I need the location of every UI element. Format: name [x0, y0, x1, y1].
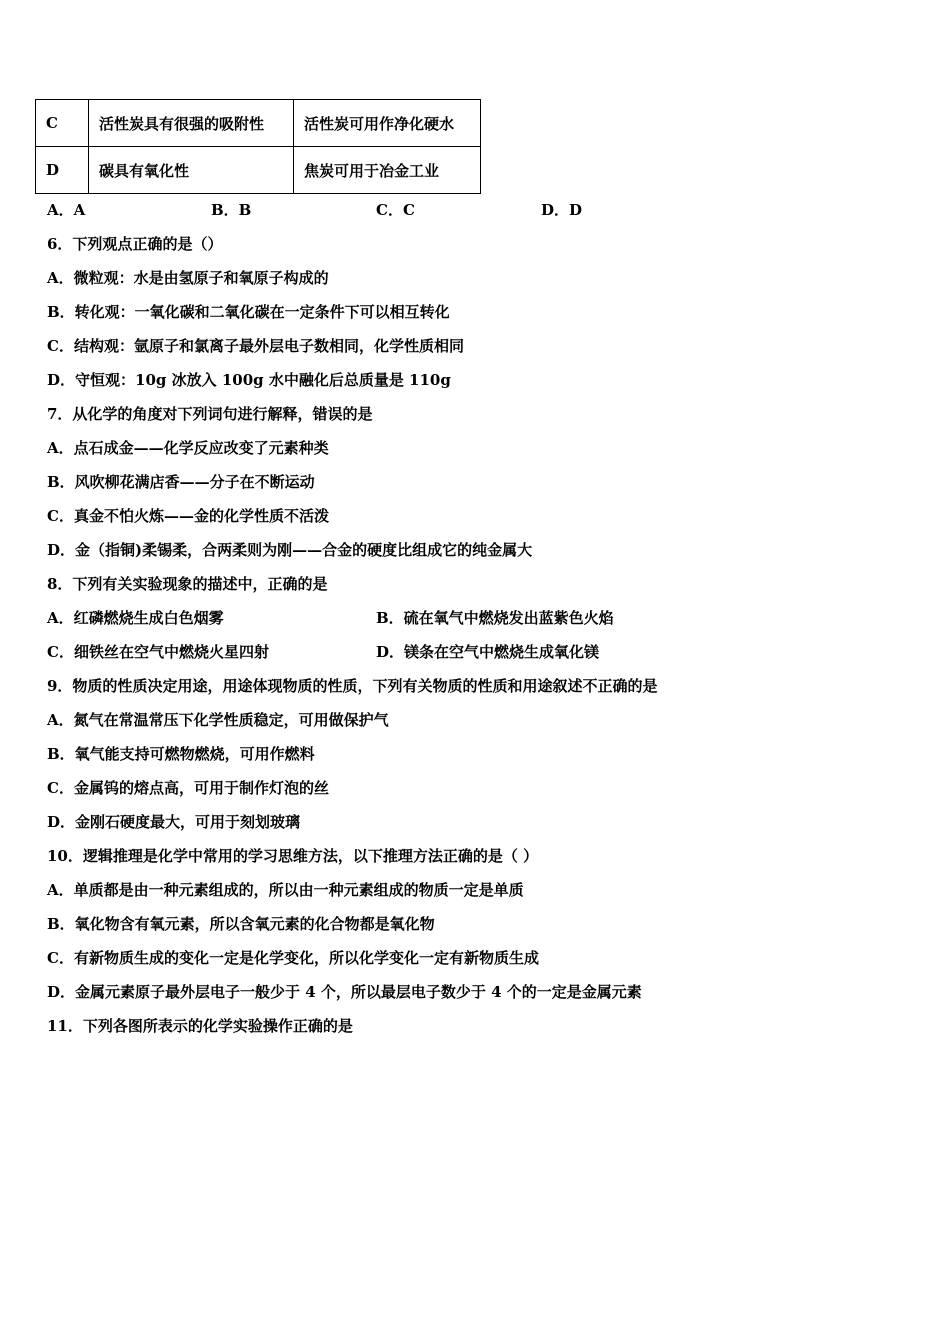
row-label: C [36, 100, 89, 147]
option-d: D．金（指铜)柔锡柔，合两柔则为刚——合金的硬度比组成它的纯金属大 [47, 541, 533, 559]
option-c: C．有新物质生成的变化一定是化学变化，所以化学变化一定有新物质生成 [47, 949, 539, 967]
option-c: C．细铁丝在空气中燃烧火星四射 [47, 643, 269, 661]
question-stem: 7．从化学的角度对下列词句进行解释，错误的是 [47, 405, 373, 423]
option-c: C．金属钨的熔点高，可用于制作灯泡的丝 [47, 779, 329, 797]
table-row [36, 147, 481, 194]
option-a: A．微粒观：水是由氢原子和氧原子构成的 [47, 269, 329, 287]
option-d: D．金属元素原子最外层电子一般少于 4 个，所以最层电子数少于 4 个的一定是金属元素 [47, 983, 642, 1001]
q5-option-a: A．A [47, 201, 86, 219]
option-d: D．守恒观：10g 冰放入 100g 水中融化后总质量是 110g [47, 371, 451, 389]
option-b: B．氧气能支持可燃物燃烧，可用作燃料 [47, 745, 315, 763]
option-b: B．风吹柳花满店香——分子在不断运动 [47, 473, 315, 491]
option-a: A．氮气在常温常压下化学性质稳定，可用做保护气 [47, 711, 389, 729]
option-d: D．金刚石硬度最大，可用于刻划玻璃 [47, 813, 301, 831]
option-b: B．硫在氧气中燃烧发出蓝紫色火焰 [376, 609, 614, 627]
q5-option-c: C．C [376, 201, 415, 219]
question-stem: 9．物质的性质决定用途，用途体现物质的性质，下列有关物质的性质和用途叙述不正确的是 [47, 677, 658, 695]
question-stem: 8．下列有关实验现象的描述中，正确的是 [47, 575, 328, 593]
option-a: A．红磷燃烧生成白色烟雾 [47, 609, 224, 627]
q5-option-d: D．D [541, 201, 583, 219]
question-stem: 10．逻辑推理是化学中常用的学习思维方法，以下推理方法正确的是（ ） [47, 847, 539, 865]
table-row [36, 100, 481, 147]
option-b: B．氧化物含有氧元素，所以含氧元素的化合物都是氧化物 [47, 915, 435, 933]
question-stem: 11．下列各图所表示的化学实验操作正确的是 [47, 1017, 353, 1035]
question-stem: 6．下列观点正确的是（） [47, 235, 223, 253]
options-table [35, 99, 481, 194]
option-b: B．转化观：一氧化碳和二氧化碳在一定条件下可以相互转化 [47, 303, 450, 321]
row-use: 活性炭可用作净化硬水 [294, 100, 481, 147]
option-a: A．单质都是由一种元素组成的，所以由一种元素组成的物质一定是单质 [47, 881, 524, 899]
row-use: 焦炭可用于冶金工业 [294, 147, 481, 194]
row-property: 碳具有氧化性 [89, 147, 294, 194]
option-d: D．镁条在空气中燃烧生成氧化镁 [376, 643, 600, 661]
option-c: C．结构观：氩原子和氯离子最外层电子数相同，化学性质相同 [47, 337, 464, 355]
row-property: 活性炭具有很强的吸附性 [89, 100, 294, 147]
row-label: D [36, 147, 89, 194]
option-c: C．真金不怕火炼——金的化学性质不活泼 [47, 507, 329, 525]
q5-option-b: B．B [211, 201, 252, 219]
option-a: A．点石成金——化学反应改变了元素种类 [47, 439, 329, 457]
